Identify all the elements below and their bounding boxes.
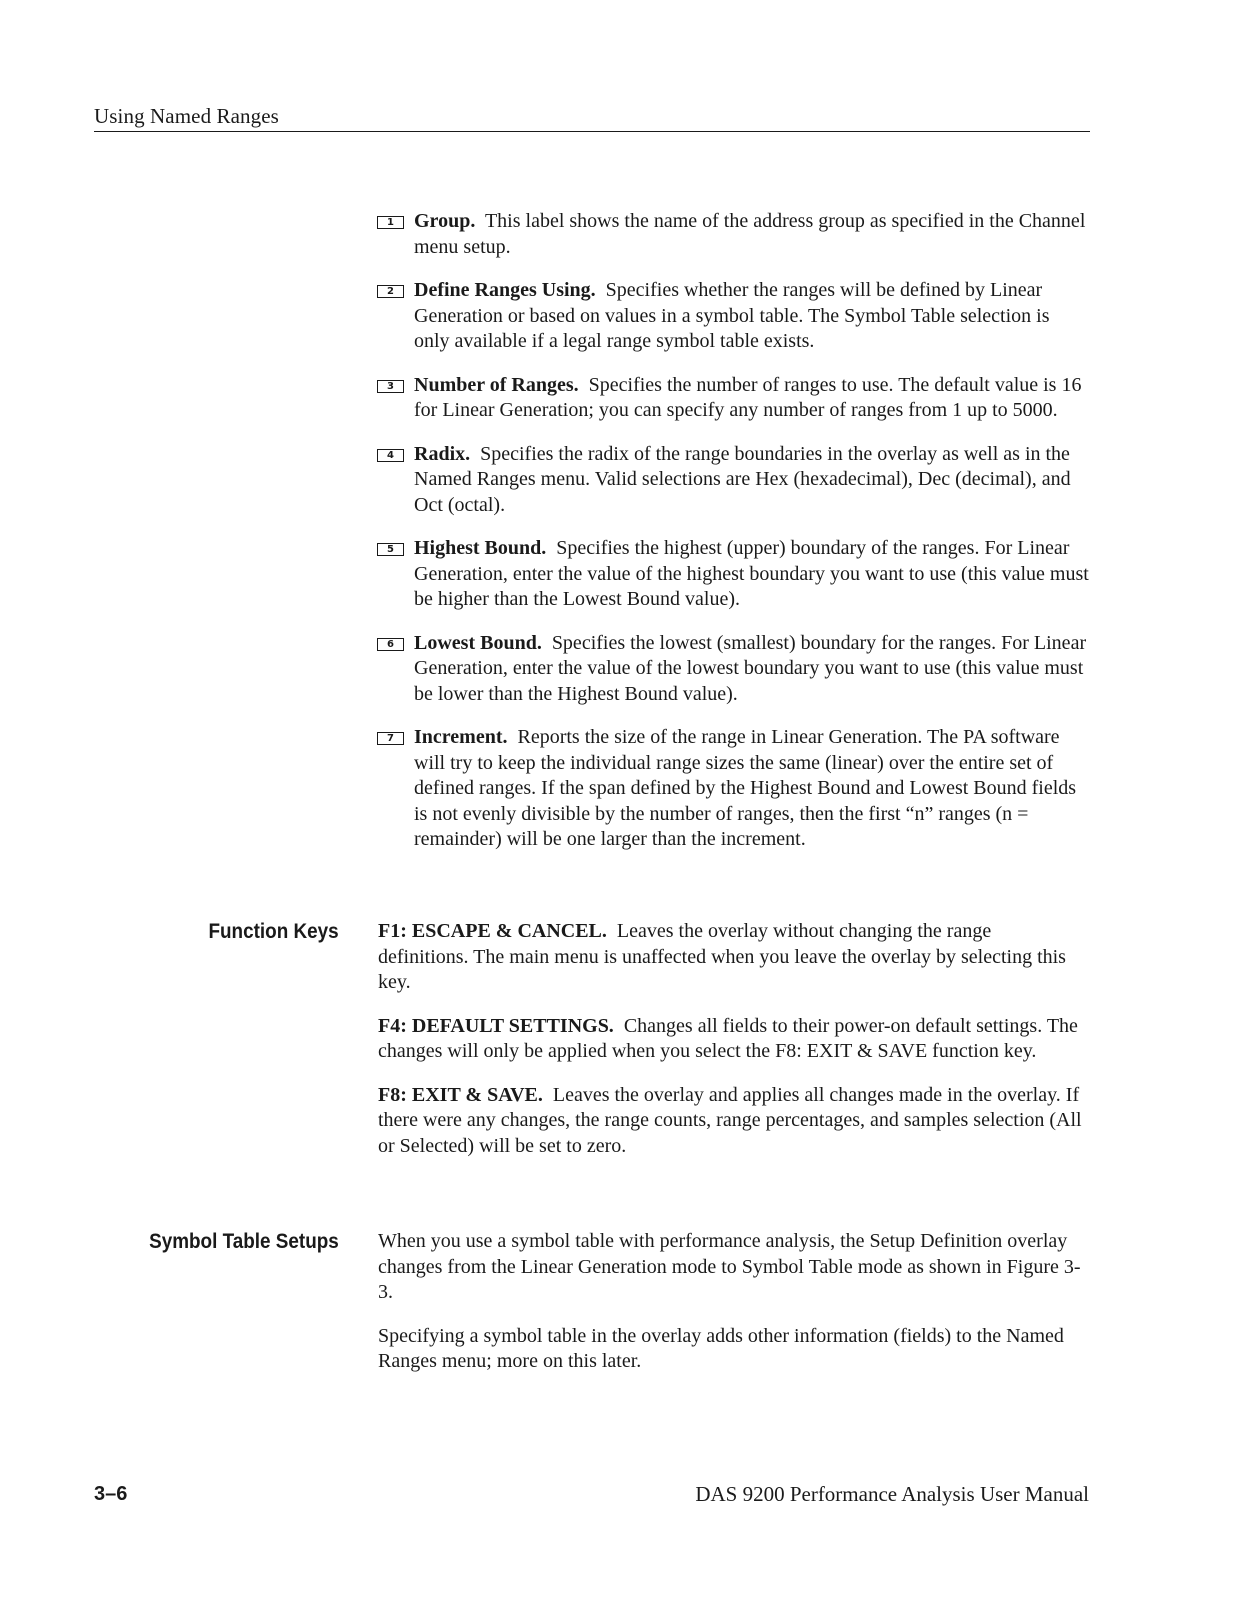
- function-key-text: Leaves the overlay and applies all changes made in the overlay. If there were any changes, the range counts, range percentages, and samples selection (All or Selected) will be set to zero.: [378, 1083, 1082, 1157]
- callout-item: [377, 278, 1089, 355]
- callout-text: Specifies the number of ranges to use. The default value is 16 for Linear Generation; you can specify any number of ranges from 1 up to 5000.: [414, 373, 1082, 421]
- callout-text: Specifies the lowest (smallest) boundary for the ranges. For Linear Generation, enter the value of the lowest boundary you want to use (this value must be lower than the Highest Bound value).: [414, 631, 1087, 705]
- callout-term: Highest Bound.: [414, 537, 547, 559]
- function-key-term: F8: EXIT & SAVE.: [378, 1083, 543, 1106]
- function-key-text: Changes all fields to their power-on default settings. The changes will only be applied when you select the F8: EXIT & SAVE function key.: [378, 1014, 1078, 1062]
- callout-item: [377, 631, 1089, 708]
- callout-number: 7: [377, 732, 404, 745]
- callout-item: [377, 442, 1089, 519]
- callout-term: Lowest Bound.: [414, 631, 542, 654]
- callout-item: [377, 373, 1089, 424]
- header-rule: [94, 131, 1090, 132]
- callout-term: Increment.: [414, 726, 508, 748]
- symbol-table-heading: Symbol Table Setups: [149, 1230, 339, 1253]
- callout-number: 3: [377, 380, 404, 393]
- callout-item: [377, 209, 1089, 260]
- running-header: Using Named Ranges: [94, 104, 279, 128]
- function-keys-heading: Function Keys: [208, 920, 339, 943]
- callout-term: Radix.: [414, 442, 471, 465]
- callout-term: Number of Ranges.: [414, 373, 579, 396]
- callout-text: Specifies whether the ranges will be defined by Linear Generation or based on values in a symbol table. The Symbol Table selection is only available if a legal range symbol table exists.: [414, 279, 1050, 352]
- callout-text: Specifies the radix of the range boundaries in the overlay as well as in the Named Ranges menu. Valid selections are Hex (hexadecimal), Dec (decimal), and Oct (octal).: [414, 442, 1071, 516]
- callout-number: 4: [377, 449, 404, 462]
- page-number: 3–6: [94, 1483, 128, 1505]
- callout-text: Specifies the highest (upper) boundary of the ranges. For Linear Generation, enter the value of the highest boundary you want to use (this value must be higher than the Lowest Bound value).: [414, 537, 1089, 610]
- callout-text: This label shows the name of the address group as specified in the Channel menu setup.: [414, 210, 1086, 258]
- function-key-term: F1: ESCAPE & CANCEL.: [378, 920, 607, 942]
- callout-item: [377, 536, 1089, 613]
- symbol-table-paragraph: When you use a symbol table with performance analysis, the Setup Definition overlay changes from the Linear Generation mode to Symbol Table mode as shown in Figure 3-3.: [378, 1230, 1081, 1303]
- symbol-table-body: [378, 1229, 1083, 1393]
- function-key-text: Leaves the overlay without changing the range definitions. The main menu is unaffected when you leave the overlay by selecting this key.: [378, 920, 1066, 993]
- function-key-term: F4: DEFAULT SETTINGS.: [378, 1014, 614, 1037]
- callout-term: Define Ranges Using.: [414, 279, 596, 301]
- function-key-item: [378, 919, 1083, 996]
- footer-manual-title: DAS 9200 Performance Analysis User Manual: [695, 1482, 1089, 1506]
- symbol-table-paragraph: Specifying a symbol table in the overlay adds other information (fields) to the Named Ranges menu; more on this later.: [378, 1324, 1064, 1372]
- callout-number: 6: [377, 638, 404, 651]
- callout-number: 2: [377, 285, 404, 298]
- callout-list: [377, 209, 1089, 871]
- function-key-item: [378, 1014, 1083, 1065]
- function-key-item: [378, 1083, 1083, 1160]
- callout-item: [377, 725, 1089, 853]
- callout-text: Reports the size of the range in Linear Generation. The PA software will try to keep the individual range sizes the same (linear) over the entire set of defined ranges. If the span defined by the Highest Bound and Lowest Bound fields is not evenly divisible by the number of ranges, then the first “n” ranges (n = remainder) will be one larger than the increment.: [414, 726, 1077, 850]
- callout-number: 5: [377, 543, 404, 556]
- callout-term: Group.: [414, 210, 476, 232]
- callout-number: 1: [377, 216, 404, 229]
- function-keys-body: [378, 919, 1083, 1177]
